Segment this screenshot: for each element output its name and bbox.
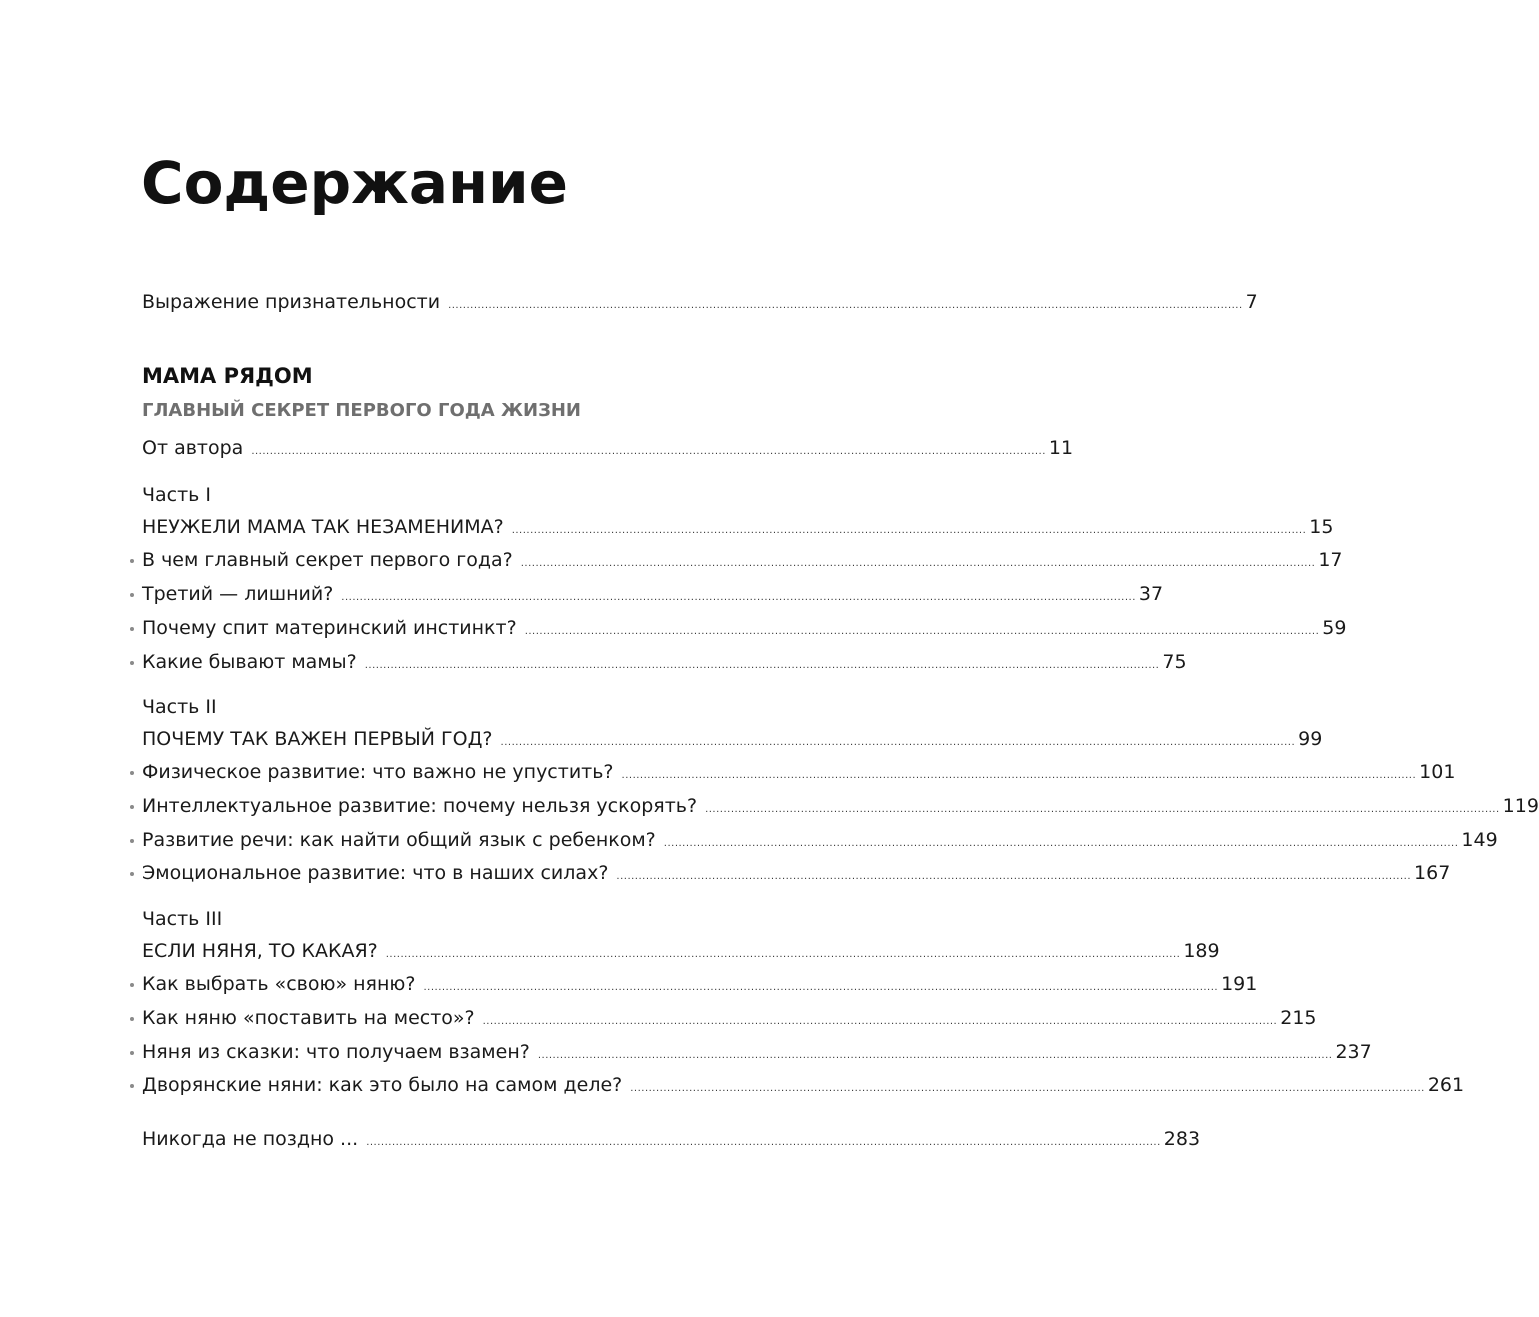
dot-leader: ........................................................................................................................................................................................................................ xyxy=(630,1083,1425,1094)
entry-label: Какие бывают мамы? xyxy=(142,651,357,673)
toc-entry-chapter[interactable] xyxy=(142,649,1187,675)
toc-entry-part-title[interactable] xyxy=(142,938,1220,964)
dot-leader: ........................................................................................................................................................................................................................ xyxy=(537,1050,1333,1061)
page-number: 11 xyxy=(1048,437,1074,459)
page-number: 189 xyxy=(1183,940,1220,962)
page-number: 75 xyxy=(1162,651,1187,673)
toc-entry-chapter[interactable] xyxy=(142,827,1498,853)
page-number: 167 xyxy=(1414,862,1451,884)
toc-entry-chapter[interactable] xyxy=(142,547,1343,573)
toc-entry-chapter[interactable] xyxy=(142,1039,1372,1065)
dot-leader: ........................................................................................................................................................................................................................ xyxy=(423,982,1219,993)
bullet-icon xyxy=(130,983,134,987)
entry-label: Как няню «поставить на место»? xyxy=(142,1007,475,1029)
dot-leader: ........................................................................................................................................................................................................................ xyxy=(621,770,1417,781)
entry-label: Няня из сказки: что получаем взамен? xyxy=(142,1041,530,1063)
entry-label: От автора xyxy=(142,437,244,459)
page-number: 99 xyxy=(1298,728,1323,750)
page-number: 59 xyxy=(1322,617,1347,639)
entry-label: Как выбрать «свою» няню? xyxy=(142,973,416,995)
page-number: 37 xyxy=(1138,583,1164,605)
entry-label: НЕУЖЕЛИ МАМА ТАК НЕЗАМЕНИМА? xyxy=(142,516,504,538)
page-number: 237 xyxy=(1335,1041,1372,1063)
page-number: 17 xyxy=(1318,549,1343,571)
page-title: Содержание xyxy=(141,149,569,217)
entry-label: В чем главный секрет первого года? xyxy=(142,549,513,571)
toc-entry-chapter[interactable] xyxy=(142,860,1451,886)
dot-leader: ........................................................................................................................................................................................................................ xyxy=(341,592,1136,603)
toc-entry-acknowledgements[interactable] xyxy=(142,289,1258,315)
toc-entry-foreword[interactable] xyxy=(142,435,1074,461)
dot-leader: ........................................................................................................................................................................................................................ xyxy=(663,838,1459,849)
toc-entry-chapter[interactable] xyxy=(142,581,1164,607)
entry-label: Почему спит материнский инстинкт? xyxy=(142,617,517,639)
part-label: Часть II xyxy=(142,696,217,718)
page-number: 15 xyxy=(1309,516,1334,538)
page-number: 119 xyxy=(1502,795,1539,817)
page-number: 191 xyxy=(1221,973,1258,995)
book-subtitle: ГЛАВНЫЙ СЕКРЕТ ПЕРВОГО ГОДА ЖИЗНИ xyxy=(142,400,581,421)
page-number: 101 xyxy=(1419,761,1456,783)
dot-leader: ........................................................................................................................................................................................................................ xyxy=(511,525,1307,536)
toc-entry-chapter[interactable] xyxy=(142,1072,1465,1098)
bullet-icon xyxy=(130,872,134,876)
entry-label: Никогда не поздно ... xyxy=(142,1128,359,1150)
entry-label: ЕСЛИ НЯНЯ, ТО КАКАЯ? xyxy=(142,940,378,962)
bullet-icon xyxy=(130,593,134,597)
dot-leader: ........................................................................................................................................................................................................................ xyxy=(448,300,1243,311)
dot-leader: ........................................................................................................................................................................................................................ xyxy=(251,446,1046,457)
bullet-icon xyxy=(130,559,134,563)
toc-entry-part-title[interactable] xyxy=(142,514,1334,540)
toc-entry-part-title[interactable] xyxy=(142,726,1323,752)
bullet-icon xyxy=(130,1051,134,1055)
entry-label: Физическое развитие: что важно не упустить? xyxy=(142,761,614,783)
dot-leader: ........................................................................................................................................................................................................................ xyxy=(524,626,1320,637)
page-number: 283 xyxy=(1163,1128,1201,1150)
entry-label: Эмоциональное развитие: что в наших силах? xyxy=(142,862,609,884)
page-number: 261 xyxy=(1427,1074,1465,1096)
dot-leader: ........................................................................................................................................................................................................................ xyxy=(364,660,1160,671)
bullet-icon xyxy=(130,661,134,665)
part-label: Часть I xyxy=(142,484,212,506)
dot-leader: ........................................................................................................................................................................................................................ xyxy=(520,558,1316,569)
bullet-icon xyxy=(130,839,134,843)
entry-label: Третий — лишний? xyxy=(142,583,334,605)
entry-label: Интеллектуальное развитие: почему нельзя ускорять? xyxy=(142,795,698,817)
toc-entry-chapter[interactable] xyxy=(142,615,1347,641)
entry-label: Выражение признательности xyxy=(142,291,441,313)
toc-entry-chapter[interactable] xyxy=(142,759,1456,785)
dot-leader: ........................................................................................................................................................................................................................ xyxy=(482,1016,1278,1027)
entry-label: Развитие речи: как найти общий язык с ребенком? xyxy=(142,829,656,851)
bullet-icon xyxy=(130,627,134,631)
entry-label: ПОЧЕМУ ТАК ВАЖЕН ПЕРВЫЙ ГОД? xyxy=(142,728,493,750)
part-label: Часть III xyxy=(142,908,223,930)
page-number: 7 xyxy=(1245,291,1258,313)
entry-label: Дворянские няни: как это было на самом деле? xyxy=(142,1074,623,1096)
book-title: МАМА РЯДОМ xyxy=(142,364,313,388)
toc-entry-chapter[interactable] xyxy=(142,971,1258,997)
dot-leader: ........................................................................................................................................................................................................................ xyxy=(385,949,1181,960)
bullet-icon xyxy=(130,805,134,809)
bullet-icon xyxy=(130,1084,134,1088)
bullet-icon xyxy=(130,1017,134,1021)
toc-entry-chapter[interactable] xyxy=(142,1005,1317,1031)
dot-leader: ........................................................................................................................................................................................................................ xyxy=(366,1137,1161,1148)
toc-entry-afterword[interactable] xyxy=(142,1126,1201,1152)
bullet-icon xyxy=(130,771,134,775)
dot-leader: ........................................................................................................................................................................................................................ xyxy=(705,804,1500,815)
dot-leader: ........................................................................................................................................................................................................................ xyxy=(500,737,1296,748)
page-number: 215 xyxy=(1280,1007,1317,1029)
toc-entry-chapter[interactable] xyxy=(142,793,1539,819)
page-number: 149 xyxy=(1461,829,1498,851)
dot-leader: ........................................................................................................................................................................................................................ xyxy=(616,871,1412,882)
